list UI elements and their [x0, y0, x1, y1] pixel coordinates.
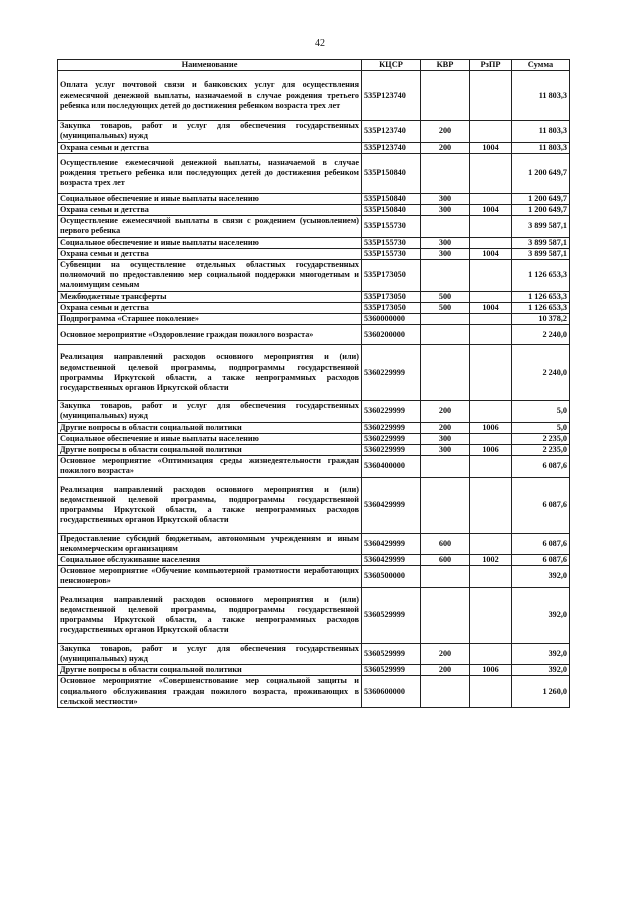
cell-rzpr [470, 216, 512, 237]
cell-kvr: 200 [421, 121, 470, 142]
cell-rzpr [470, 291, 512, 302]
cell-kvr [421, 345, 470, 401]
cell-kcsr: 535Р173050 [362, 302, 421, 313]
table-row [58, 205, 570, 216]
cell-kvr [421, 153, 470, 193]
cell-kcsr: 5360200000 [362, 325, 421, 345]
cell-rzpr [470, 260, 512, 292]
cell-sum: 392,0 [512, 587, 570, 643]
cell-kcsr: 5360429999 [362, 555, 421, 566]
cell-name: Другие вопросы в области социальной политики [58, 422, 362, 433]
cell-name: Реализация направлений расходов основного мероприятия и (или) ведомственной целевой программы, подпрограммы государственной программы Иркутской области, а также непрограммных расходов государственных органов Иркутской области [58, 477, 362, 533]
table-row [58, 142, 570, 153]
cell-rzpr: 1004 [470, 205, 512, 216]
table-row [58, 422, 570, 433]
column-header-sum: Сумма [512, 60, 570, 71]
table-row [58, 260, 570, 292]
cell-kvr [421, 566, 470, 587]
cell-sum: 1 260,0 [512, 676, 570, 708]
cell-kvr [421, 325, 470, 345]
table-row [58, 291, 570, 302]
cell-sum: 6 087,6 [512, 555, 570, 566]
cell-kvr: 200 [421, 665, 470, 676]
table-row [58, 477, 570, 533]
cell-rzpr [470, 193, 512, 204]
cell-name: Другие вопросы в области социальной политики [58, 445, 362, 456]
cell-kcsr: 535Р155730 [362, 237, 421, 248]
cell-rzpr [470, 533, 512, 554]
cell-kcsr: 535Р150840 [362, 193, 421, 204]
cell-name: Осуществление ежемесячной выплаты в связи с рождением (усыновлением) первого ребенка [58, 216, 362, 237]
table-row [58, 566, 570, 587]
cell-sum: 392,0 [512, 665, 570, 676]
cell-name: Основное мероприятие «Оздоровление граждан пожилого возраста» [58, 325, 362, 345]
table-row [58, 314, 570, 325]
cell-rzpr: 1004 [470, 142, 512, 153]
cell-kvr: 500 [421, 302, 470, 313]
cell-kcsr: 5360529999 [362, 643, 421, 664]
cell-name: Охрана семьи и детства [58, 302, 362, 313]
cell-kvr: 300 [421, 248, 470, 259]
cell-sum: 2 235,0 [512, 433, 570, 444]
cell-name: Основное мероприятие «Оптимизация среды жизнедеятельности граждан пожилого возраста» [58, 456, 362, 477]
cell-sum: 392,0 [512, 566, 570, 587]
cell-kcsr: 5360529999 [362, 587, 421, 643]
cell-kcsr: 5360429999 [362, 533, 421, 554]
table-row [58, 665, 570, 676]
cell-kcsr: 535Р173050 [362, 260, 421, 292]
cell-sum: 6 087,6 [512, 477, 570, 533]
page-number: 42 [315, 38, 325, 49]
cell-sum: 392,0 [512, 643, 570, 664]
cell-sum: 11 803,3 [512, 142, 570, 153]
cell-rzpr [470, 153, 512, 193]
cell-kcsr: 5360229999 [362, 433, 421, 444]
table-row [58, 345, 570, 401]
cell-kcsr: 5360400000 [362, 456, 421, 477]
cell-kvr: 200 [421, 422, 470, 433]
cell-sum: 5,0 [512, 401, 570, 422]
column-header-name: Наименование [58, 60, 362, 71]
cell-kvr: 300 [421, 193, 470, 204]
cell-rzpr [470, 456, 512, 477]
cell-kcsr: 5360229999 [362, 445, 421, 456]
cell-rzpr [470, 643, 512, 664]
table-row [58, 193, 570, 204]
cell-name: Социальное обеспечение и иные выплаты населению [58, 193, 362, 204]
cell-kcsr: 5360229999 [362, 401, 421, 422]
cell-sum: 1 200 649,7 [512, 153, 570, 193]
cell-name: Реализация направлений расходов основного мероприятия и (или) ведомственной целевой программы, подпрограммы государственной программы Иркутской области, а также непрограммных расходов государственных органов Иркутской области [58, 345, 362, 401]
cell-kvr: 500 [421, 291, 470, 302]
cell-name: Социальное обеспечение и иные выплаты населению [58, 433, 362, 444]
budget-table [57, 59, 570, 708]
cell-kvr [421, 477, 470, 533]
cell-rzpr: 1002 [470, 555, 512, 566]
cell-kcsr: 5360229999 [362, 422, 421, 433]
cell-kcsr: 535Р123740 [362, 71, 421, 121]
cell-kvr [421, 676, 470, 708]
table-row [58, 325, 570, 345]
cell-name: Другие вопросы в области социальной политики [58, 665, 362, 676]
table-row [58, 676, 570, 708]
cell-name: Охрана семьи и детства [58, 248, 362, 259]
cell-rzpr [470, 676, 512, 708]
cell-name: Оплата услуг почтовой связи и банковских услуг для осуществления ежемесячной денежной выплаты, назначаемой в случае рождения третьего ребенка или последующих детей до достижения ребенком возраста трех лет [58, 71, 362, 121]
cell-name: Основное мероприятие «Совершенствование мер социальной защиты и социального обслуживания граждан пожилого возраста, проживающих в сельской местности» [58, 676, 362, 708]
table-row [58, 456, 570, 477]
cell-rzpr: 1004 [470, 248, 512, 259]
column-header-kcsr: КЦСР [362, 60, 421, 71]
cell-sum: 1 126 653,3 [512, 291, 570, 302]
cell-sum: 1 200 649,7 [512, 205, 570, 216]
cell-sum: 3 899 587,1 [512, 216, 570, 237]
cell-name: Основное мероприятие «Обучение компьютерной грамотности неработающих пенсионеров» [58, 566, 362, 587]
cell-kcsr: 5360600000 [362, 676, 421, 708]
cell-sum: 3 899 587,1 [512, 237, 570, 248]
cell-rzpr [470, 566, 512, 587]
cell-name: Субвенции на осуществление отдельных областных государственных полномочий по предоставлению мер социальной поддержки многодетным и малоимущим семьям [58, 260, 362, 292]
table-row [58, 433, 570, 444]
cell-name: Предоставление субсидий бюджетным, автономным учреждениям и иным некоммерческим организациям [58, 533, 362, 554]
column-header-kvr: КВР [421, 60, 470, 71]
cell-name: Охрана семьи и детства [58, 142, 362, 153]
cell-kvr [421, 456, 470, 477]
cell-name: Социальное обеспечение и иные выплаты населению [58, 237, 362, 248]
cell-sum: 1 126 653,3 [512, 260, 570, 292]
cell-rzpr [470, 587, 512, 643]
cell-kvr: 200 [421, 643, 470, 664]
cell-kvr: 200 [421, 401, 470, 422]
cell-rzpr [470, 345, 512, 401]
cell-sum: 6 087,6 [512, 456, 570, 477]
cell-sum: 3 899 587,1 [512, 248, 570, 259]
cell-sum: 2 240,0 [512, 325, 570, 345]
cell-kcsr: 535Р150840 [362, 153, 421, 193]
table-header-row [58, 60, 570, 71]
cell-rzpr [470, 121, 512, 142]
cell-rzpr [470, 325, 512, 345]
cell-kcsr: 535Р155730 [362, 248, 421, 259]
cell-kcsr: 535Р123740 [362, 121, 421, 142]
cell-kcsr: 535Р155730 [362, 216, 421, 237]
cell-name: Социальное обслуживание населения [58, 555, 362, 566]
table-row [58, 555, 570, 566]
cell-sum: 10 378,2 [512, 314, 570, 325]
cell-rzpr: 1004 [470, 302, 512, 313]
cell-kvr: 300 [421, 445, 470, 456]
cell-kvr [421, 260, 470, 292]
cell-rzpr: 1006 [470, 422, 512, 433]
table-row [58, 237, 570, 248]
cell-sum: 11 803,3 [512, 121, 570, 142]
cell-kcsr: 535Р150840 [362, 205, 421, 216]
cell-sum: 1 126 653,3 [512, 302, 570, 313]
table-row [58, 216, 570, 237]
cell-kvr: 600 [421, 555, 470, 566]
cell-rzpr [470, 71, 512, 121]
cell-kcsr: 5360429999 [362, 477, 421, 533]
cell-name: Межбюджетные трансферты [58, 291, 362, 302]
cell-name: Закупка товаров, работ и услуг для обеспечения государственных (муниципальных) нужд [58, 121, 362, 142]
cell-name: Закупка товаров, работ и услуг для обеспечения государственных (муниципальных) нужд [58, 401, 362, 422]
table-row [58, 121, 570, 142]
cell-sum: 1 200 649,7 [512, 193, 570, 204]
cell-rzpr [470, 314, 512, 325]
cell-sum: 5,0 [512, 422, 570, 433]
cell-rzpr [470, 433, 512, 444]
cell-kcsr: 5360229999 [362, 345, 421, 401]
cell-kvr [421, 587, 470, 643]
cell-kvr: 300 [421, 433, 470, 444]
table-row [58, 401, 570, 422]
table-row [58, 302, 570, 313]
cell-kvr: 600 [421, 533, 470, 554]
table-row [58, 533, 570, 554]
cell-name: Закупка товаров, работ и услуг для обеспечения государственных (муниципальных) нужд [58, 643, 362, 664]
table-row [58, 643, 570, 664]
cell-kvr [421, 314, 470, 325]
cell-name: Охрана семьи и детства [58, 205, 362, 216]
cell-kvr [421, 71, 470, 121]
column-header-rzpr: РзПР [470, 60, 512, 71]
cell-rzpr [470, 401, 512, 422]
cell-rzpr: 1006 [470, 665, 512, 676]
table-row [58, 445, 570, 456]
cell-rzpr: 1006 [470, 445, 512, 456]
table-row [58, 587, 570, 643]
cell-kcsr: 5360500000 [362, 566, 421, 587]
table-row [58, 248, 570, 259]
cell-sum: 11 803,3 [512, 71, 570, 121]
cell-name: Реализация направлений расходов основного мероприятия и (или) ведомственной целевой программы, подпрограммы государственной программы Иркутской области, а также непрограммных расходов государственных органов Иркутской области [58, 587, 362, 643]
cell-kvr [421, 216, 470, 237]
cell-rzpr [470, 477, 512, 533]
cell-kvr: 200 [421, 142, 470, 153]
cell-sum: 2 235,0 [512, 445, 570, 456]
cell-name: Осуществление ежемесячной денежной выплаты, назначаемой в случае рождения третьего ребенка или последующих детей до достижения ребенком возраста трех лет [58, 153, 362, 193]
cell-kcsr: 5360529999 [362, 665, 421, 676]
cell-kcsr: 5360000000 [362, 314, 421, 325]
cell-kvr: 300 [421, 237, 470, 248]
cell-kvr: 300 [421, 205, 470, 216]
table-row [58, 153, 570, 193]
cell-rzpr [470, 237, 512, 248]
table-row [58, 71, 570, 121]
cell-kcsr: 535Р173050 [362, 291, 421, 302]
cell-kcsr: 535Р123740 [362, 142, 421, 153]
cell-sum: 2 240,0 [512, 345, 570, 401]
cell-name: Подпрограмма «Старшее поколение» [58, 314, 362, 325]
cell-sum: 6 087,6 [512, 533, 570, 554]
